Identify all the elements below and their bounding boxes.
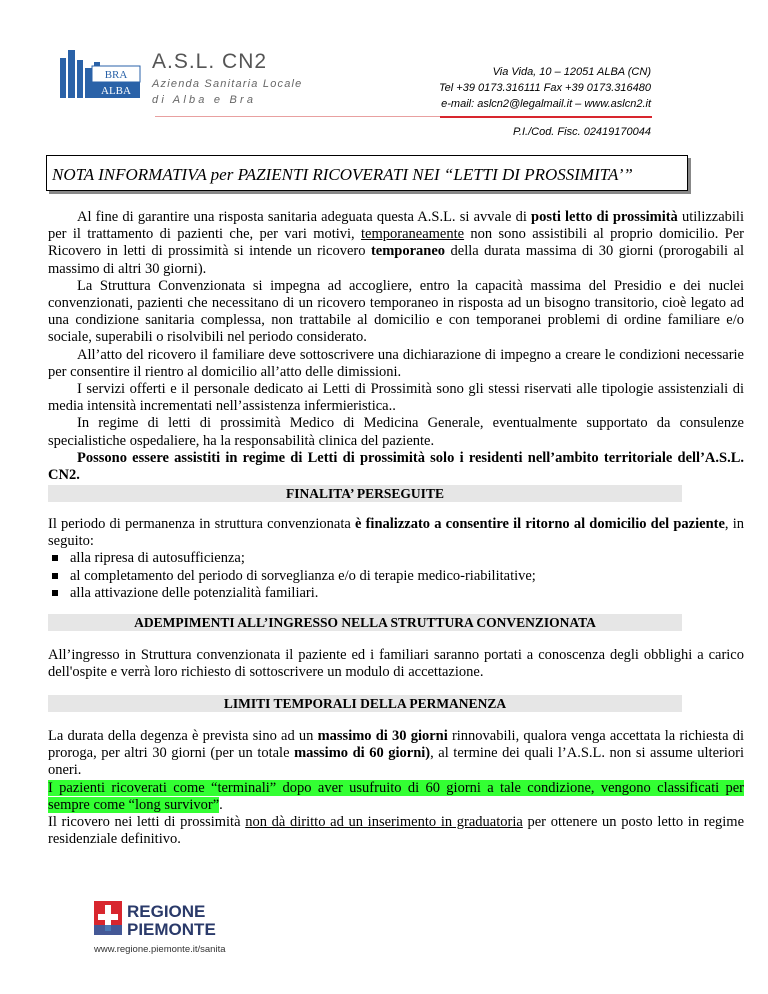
finalita-text: Il periodo di permanenza in struttura convenzionata è finalizzato a consentire il ritorno al domicilio del paziente, in seguito:	[48, 516, 744, 550]
limiti-paragraph-1: La durata della degenza è prevista sino ad un massimo di 30 giorni rinnovabili, qualora venga accettata la richiesta di proroga, per altri 30 giorni (per un totale massimo di 60 giorni), al termine dei quali l’A.S.L. non si assume ulteriori oneri.	[48, 728, 744, 779]
intro-section	[48, 209, 744, 484]
list-item: alla ripresa di autosufficienza;	[48, 550, 744, 567]
intro-paragraph-3: All’atto del ricovero il familiare deve sottoscrivere una dichiarazione di impegno a creare le condizioni necessarie per consentire il rientro al domicilio all’atto delle dimissioni.	[48, 346, 744, 380]
limiti-section	[48, 728, 744, 848]
regione-text: REGIONE	[127, 902, 206, 921]
limiti-paragraph-3: Il ricovero nei letti di prossimità non dà diritto ad un inserimento in graduatoria per ottenere un posto letto in regime residenziale definitivo.	[48, 814, 745, 848]
asl-cn2-logo	[58, 48, 144, 100]
intro-paragraph-5: In regime di letti di prossimità Medico di Medicina Generale, eventualmente supportato da consulenze specialistiche ospedaliere, ha la responsabilità clinica del paziente.	[48, 415, 744, 449]
adempimenti-text: All’ingresso in Struttura convenzionata il paziente ed i familiari saranno portati a conoscenza degli obblighi a carico dell'ospite e verrà loro richiesto di sottoscrivere un modulo di accettazione.	[48, 647, 744, 681]
address: Via Vida, 10 – 12051 ALBA (CN)	[492, 66, 651, 78]
finalita-heading: FINALITA’ PERSEGUITE	[48, 485, 682, 502]
adempimenti-heading: ADEMPIMENTI ALL’INGRESSO NELLA STRUTTURA CONVENZIONATA	[48, 614, 682, 631]
email-website: e-mail: aslcn2@legalmail.it – www.aslcn2.it	[441, 98, 651, 110]
org-name: A.S.L. CN2	[152, 50, 268, 73]
document-title: NOTA INFORMATIVA per PAZIENTI RICOVERATI NEI “LETTI DI PROSSIMITA’”	[52, 165, 633, 184]
limiti-heading: LIMITI TEMPORALI DELLA PERMANENZA	[48, 695, 682, 712]
intro-paragraph-2: La Struttura Convenzionata si impegna ad accogliere, entro la capacità massima del Presidio e dei nuclei convenzionati, pazienti che necessitano di un ricovero temporaneo in risposta ad un bisogno transitorio, cioè legato ad una condizione sanitaria complessa, non trattabile al domicilio e con temporanei problemi di ordine familiare e/o sociale, superabili o risolvibili nel periodo considerato.	[48, 277, 744, 346]
header-rule-light	[155, 116, 440, 117]
list-item: al completamento del periodo di sorveglianza e/o di terapie medico-riabilitative;	[48, 568, 744, 585]
header-rule	[440, 116, 652, 118]
intro-paragraph-4: I servizi offerti e il personale dedicato ai Letti di Prossimità sono gli stessi riservati alle tipologie assistenziali di media intensità incrementati nell’assistenza infermieristica..	[48, 381, 744, 415]
org-subtitle: Azienda Sanitaria Locale	[152, 78, 303, 90]
logo-text-alba: ALBA	[101, 85, 131, 97]
finalita-list	[48, 550, 744, 602]
regione-piemonte-logo	[94, 900, 254, 956]
regione-url: www.regione.piemonte.it/sanita	[94, 944, 226, 955]
intro-paragraph-1: Al fine di garantire una risposta sanitaria adeguata questa A.S.L. si avvale di posti letto di prossimità utilizzabili per il trattamento di pazienti che, per vari motivi, temporaneamente non sono assistibili al proprio domicilio. Per Ricovero in letti di prossimità si intende un ricovero temporaneo della durata massima di 30 giorni (prorogabili al massimo di altri 30 giorni).	[48, 209, 744, 277]
list-item: alla attivazione delle potenzialità familiari.	[48, 585, 744, 602]
org-location: di Alba e Bra	[152, 94, 257, 106]
intro-paragraph-6: Possono essere assistiti in regime di Letti di prossimità solo i residenti nell’ambito territoriale dell’A.S.L. CN2.	[48, 449, 744, 484]
piemonte-text: PIEMONTE	[127, 920, 216, 939]
phone-fax: Tel +39 0173.316111 Fax +39 0173.316480	[438, 82, 651, 94]
limiti-paragraph-2-highlighted: I pazienti ricoverati come “terminali” dopo aver usufruito di 60 giorni a tale condizione, vengono classificati per sempre come “long survivor”.	[48, 779, 744, 813]
logo-text-bra: BRA	[104, 69, 128, 81]
finalita-section	[48, 516, 744, 602]
fiscal-code: P.I./Cod. Fisc. 02419170044	[512, 126, 651, 138]
